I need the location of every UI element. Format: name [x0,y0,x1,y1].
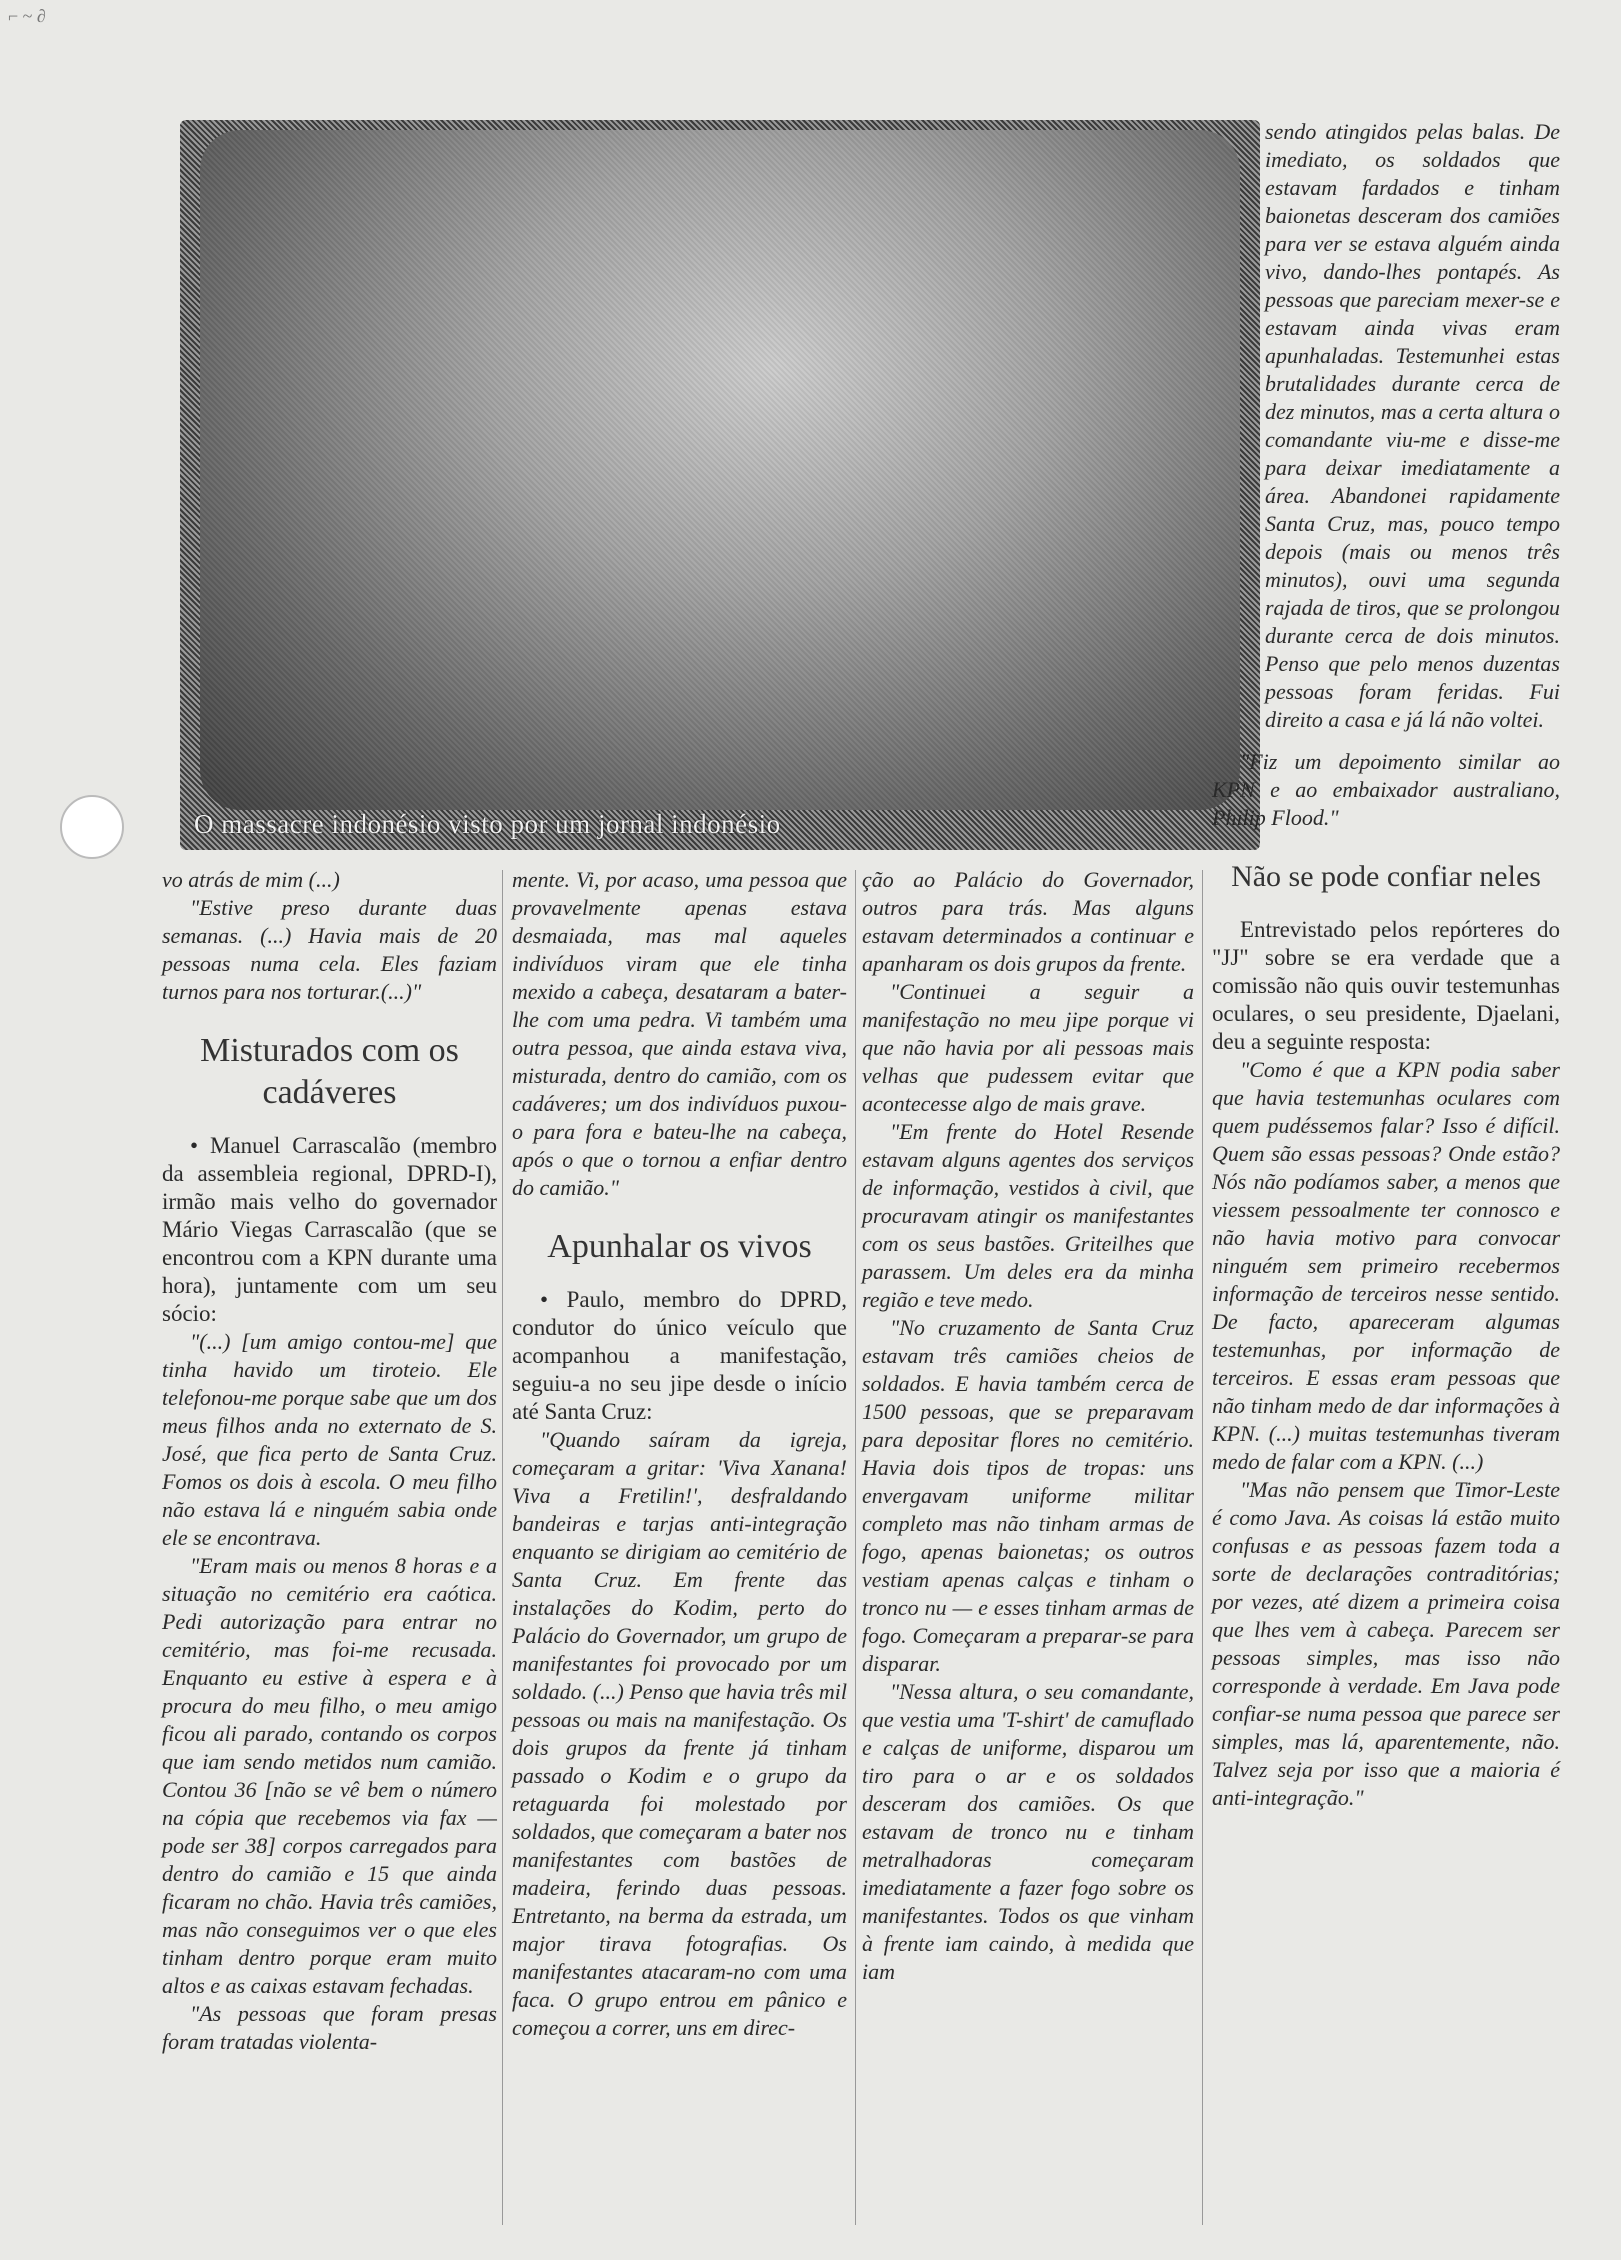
article-paragraph: sendo atingidos pelas balas. De imediato, os soldados que estavam fardados e tinham baionetas desceram dos camiões para ver se estava alguém ainda vivo, dando-lhes pontapés. As pessoas que pareciam mexer-se e estavam ainda vivas eram apunhaladas. Testemunhei estas brutalidades durante cerca de dez minutos, mas a certa altura o comandante viu-me e disse-me para deixar imediatamente a área. Abandonei rapidamente Santa Cruz, mas, pouco tempo depois (mais ou menos três minutos), ouvi uma segunda rajada de tiros, que se prolongou durante cerca de dois minutos. Penso que pelo menos duzentas pessoas foram feridas. Fui direito a casa e já lá não voltei. [1265,119,1560,732]
article-paragraph: "Eram mais ou menos 8 horas e a situação no cemitério era caótica. Pedi autorização para entrar no cemitério, mas foi-me recusada. Enquanto eu estive à espera e à procura do meu filho, o meu amigo ficou ali parado, contando os corpos que iam sendo metidos num camião. Contou 36 [não se vê bem o número na cópia que recebemos via fax — pode ser 38] corpos carregados para dentro do camião e 15 que ainda ficaram no chão. Havia três camiões, mas não conseguimos ver o que eles tinham dentro porque eram muito altos e as caixas estavam fechadas. [162,1553,497,1998]
article-paragraph: "As pessoas que foram presas foram tratadas violenta- [162,2001,497,2054]
column-divider [1202,870,1203,2225]
article-paragraph: "Em frente do Hotel Resende estavam alguns agentes dos serviços de informação, vestidos à civil, que procuravam atingir os manifestantes com os seus bastões. Griteilhes que parassem. Um deles era da minha região e teve medo. [862,1119,1194,1312]
article-paragraph: "(...) [um amigo contou-me] que tinha havido um tiroteio. Ele telefonou-me porque sabe que um dos meus filhos anda no externato de S. José, que fica perto de Santa Cruz. Fomos os dois à escola. O meu filho não estava lá e ninguém sabia onde ele se encontrava. [162,1329,497,1550]
article-paragraph: vo atrás de mim (...) [162,867,340,892]
photo-image [200,130,1240,810]
punch-hole [60,795,124,859]
column-3 [862,866,1194,1986]
right-column-stack [1212,118,1560,1812]
top-right-column [1265,118,1560,734]
article-paragraph: "No cruzamento de Santa Cruz estavam três camiões cheios de soldados. E havia também cerca de 1500 pessoas, que se preparavam para depositar flores no cemitério. Havia dois tipos de tropas: uns envergavam uniforme militar completo mas não tinham armas de fogo, apenas baionetas; os outros vestiam apenas calças e tinham o tronco nu — e esses tinham armas de fogo. Começaram a preparar-se para disparar. [862,1315,1194,1676]
column-1 [162,866,497,2056]
article-paragraph: "Continuei a seguir a manifestação no meu jipe porque vi que não havia por ali pessoas mais velhas que pudessem evitar que acontecesse algo de mais grave. [862,979,1194,1116]
article-paragraph: "Estive preso durante duas semanas. (...) Havia mais de 20 pessoas numa cela. Eles faziam turnos para nos torturar.(...)" [162,895,497,1004]
article-paragraph: mente. Vi, por acaso, uma pessoa que provavelmente apenas estava desmaiada, mas mal aqueles indivíduos viram que ele tinha mexido a cabeça, desataram a bater-lhe com uma pedra. Vi também uma outra pessoa, que ainda estava viva, misturada, dentro do camião, com os cadáveres; um dos indivíduos puxou-o para fora e bateu-lhe na cabeça, após o que o tornou a enfiar dentro do camião." [512,867,847,1200]
article-paragraph: "Fiz um depoimento similar ao KPN e ao embaixador australiano, Philip Flood." [1212,749,1560,830]
article-paragraph: "Como é que a KPN podia saber que havia testemunhas oculares com quem pudéssemos falar? Isso é difícil. Quem são essas pessoas? Onde estão? Nós não podíamos saber, a menos que viessem pessoalmente ter connosco e não havia motivo para convocar ninguém sem primeiro recebermos informação de terceiros nesse sentido. De facto, apareceram algumas testemunhas, por informação de terceiros. E essas eram pessoas que não tinham medo de dar informações à KPN. (...) muitas testemunhas tiveram medo de falar com a KPN. (...) [1212,1057,1560,1474]
section-heading: Não se pode confiar neles [1231,860,1541,893]
article-paragraph: • Paulo, membro do DPRD, condutor do único veículo que acompanhou a manifestação, seguiu-a no seu jipe desde o início até Santa Cruz: [512,1287,847,1424]
column-2 [512,866,847,2042]
scan-mark: ⌐ ~ ∂ [8,6,46,26]
news-photo [180,120,1260,850]
article-paragraph: "Nessa altura, o seu comandante, que vestia uma 'T-shirt' de camuflado e calças de uniforme, disparou um tiro para o ar e os soldados desceram dos camiões. Os que estavam de tronco nu e tinham metralhadoras começaram imediatamente a fazer fogo sobre os manifestantes. Todos os que vinham à frente iam caindo, à medida que iam [862,1679,1194,1984]
photo-caption: O massacre indonésio visto por um jornal indonésio [194,809,781,839]
article-paragraph: "Mas não pensem que Timor-Leste é como Java. As coisas lá estão muito confusas e as pessoas fazem toda a sorte de declarações contraditórias; por vezes, até dizem a primeira coisa que lhes vem à cabeça. Parecem ser pessoas simples, mas isso não corresponde à verdade. Em Java pode confiar-se numa pessoa que parece ser simples, mas lá, aparentemente, não. Talvez seja por isso que a maioria é anti-integração." [1212,1477,1560,1810]
section-heading: Apunhalar os vivos [547,1228,812,1265]
article-paragraph: "Quando saíram da igreja, começaram a gritar: 'Viva Xanana! Viva a Fretilin!', desfraldando bandeiras e tarjas anti-integração enquanto se dirigiam ao cemitério de Santa Cruz. Em frente das instalações do Kodim, perto do Palácio do Governador, um grupo de manifestantes foi provocado por um soldado. (...) Penso que havia três mil pessoas ou mais na manifestação. Os dois grupos da frente já tinham passado o Kodim e o grupo da retaguarda foi molestado por soldados, que começaram a bater nos manifestantes com bastões de madeira, ferindo duas pessoas. Entretanto, na berma da estrada, um major tirava fotografias. Os manifestantes atacaram-no com uma faca. O grupo entrou em pânico e começou a correr, uns em direc- [512,1427,847,2040]
article-paragraph: Entrevistado pelos repórteres do "JJ" sobre se era verdade que a comissão não quis ouvir testemunhas oculares, o seu presidente, Djaelani, deu a seguinte resposta: [1212,917,1560,1054]
section-heading: Misturados com os cadáveres [200,1032,459,1111]
column-divider [502,870,503,2225]
column-4 [1212,748,1560,1812]
column-divider [855,870,856,2225]
article-paragraph: ção ao Palácio do Governador, outros para trás. Mas alguns estavam determinados a continuar e apanharam os dois grupos da frente. [862,867,1194,976]
article-paragraph: • Manuel Carrascalão (membro da assembleia regional, DPRD-I), irmão mais velho do governador Mário Viegas Carrascalão (que se encontrou com a KPN durante uma hora), juntamente com um seu sócio: [162,1133,497,1326]
